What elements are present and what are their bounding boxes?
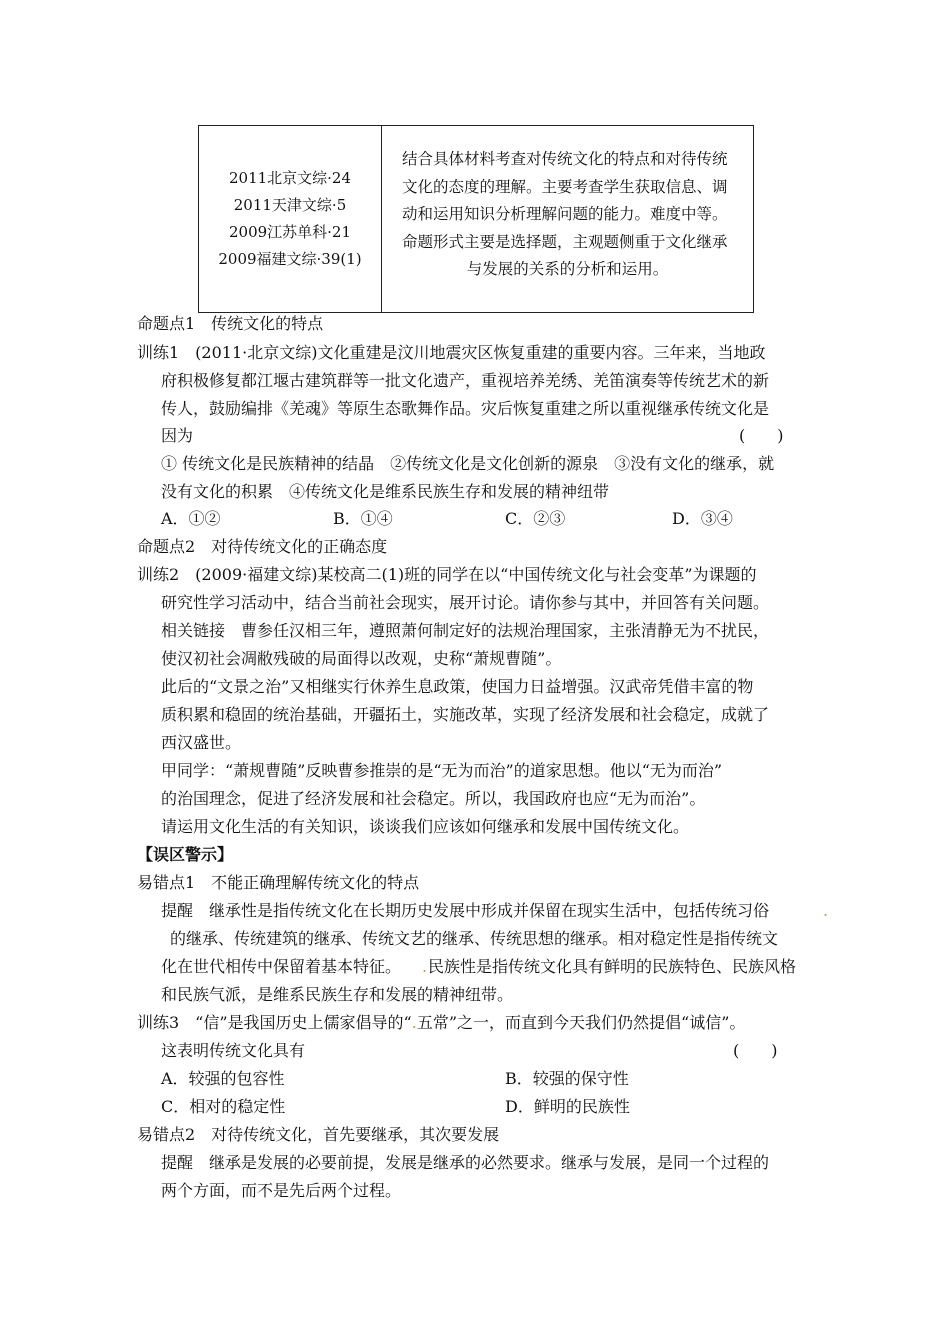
training3-text: 训练3 “信”是我国历史上儒家倡导的“: [137, 1013, 412, 1032]
analysis-line: 结合具体材料考查对传统文化的特点和对待传统: [402, 150, 728, 168]
training2-line: 请运用文化生活的有关知识，谈谈我们应该如何继承和发展中国传统文化。: [161, 817, 690, 836]
training2-line: 的治国理念，促进了经济发展和社会稳定。所以，我国政府也应“无为而治”。: [161, 789, 706, 808]
error-point1-line: 和民族气派，是维系民族生存和发展的精神纽带。: [161, 985, 514, 1004]
training1-statement: ① 传统文化是民族精神的结晶 ②传统文化是文化创新的源泉 ③没有文化的继承，就: [161, 454, 775, 473]
error-point1-line: 的继承、传统建筑的继承、传统文艺的继承、传统思想的继承。相对稳定性是指传统文: [170, 929, 779, 948]
option-b: B．①④: [333, 509, 393, 528]
stray-mark: .: [422, 957, 428, 976]
training2-line: 使汉初社会凋敝残破的局面得以改观，史称“萧规曹随”。: [161, 649, 562, 668]
exam-info-table: [198, 125, 754, 313]
analysis-line: 动和运用知识分析理解问题的能力。难度中等。: [402, 205, 728, 223]
exam-source: 2009江苏单科·21: [228, 223, 352, 241]
training2-line: 质积累和稳固的统治基础，开疆拓土，实施改革，实现了经济发展和社会稳定，成就了: [161, 705, 770, 724]
training2-line: 相关链接 曹参任汉相三年，遵照萧何制定好的法规治理国家，主张清静无为不扰民，: [161, 621, 770, 640]
exam-analysis-cell: [382, 126, 753, 312]
answer-paren: ( ): [739, 426, 784, 445]
exam-source: 2009福建文综·39(1): [218, 250, 362, 268]
analysis-line: 文化的态度的理解。主要考查学生获取信息、调: [402, 177, 728, 196]
training2-line: 西汉盛世。: [161, 733, 242, 752]
point1-title: 命题点1 传统文化的特点: [137, 314, 324, 333]
training2-line: 此后的“文景之治”又相继实行休养生息政策，使国力日益增强。汉武帝凭借丰富的物: [161, 677, 754, 696]
point2-title: 命题点2 对待传统文化的正确态度: [137, 537, 388, 556]
option-c: C．②③: [505, 509, 566, 528]
analysis-line: 命题形式主要是选择题，主观题侧重于文化继承: [402, 232, 728, 251]
training1-statement: 没有文化的积累 ④传统文化是维系民族生存和发展的精神纽带: [161, 482, 610, 501]
error-point2-title: 易错点2 对待传统文化，首先要继承，其次要发展: [137, 1125, 500, 1144]
exam-source: 2011北京文综·24: [228, 169, 352, 187]
exam-source: 2011天津文综·5: [233, 196, 347, 214]
option-d: D．鲜明的民族性: [505, 1097, 630, 1116]
stray-mark: .: [823, 901, 829, 920]
exam-sources-cell: [199, 126, 382, 312]
option-a: A．较强的包容性: [161, 1069, 285, 1088]
training1-line: 因为: [161, 426, 194, 445]
option-b: B．较强的保守性: [505, 1069, 629, 1088]
error-point2-line: 提醒 继承是发展的必要前提，发展是继承的必然要求。继承与发展，是同一个过程的: [161, 1153, 770, 1172]
error-point2-line: 两个方面，而不是先后两个过程。: [161, 1181, 402, 1200]
answer-paren: ( ): [733, 1041, 778, 1060]
analysis-line: 与发展的关系的分析和运用。: [466, 260, 669, 278]
stray-mark: .: [411, 1013, 417, 1032]
training3-line: 这表明传统文化具有: [161, 1041, 306, 1060]
training3-question: [137, 1011, 745, 1035]
training1-line: 传人，鼓励编排《羌魂》等原生态歌舞作品。灾后恢复重建之所以重视继承传统文化是: [161, 399, 770, 418]
error-point1-line: 民族性是指传统文化具有鲜明的民族特色、民族风格: [428, 957, 797, 976]
training3-text: 五常”之一，而直到今天我们仍然提倡“诚信”。: [416, 1013, 746, 1032]
training2-line: 研究性学习活动中，结合当前社会现实，展开讨论。请你参与其中，并回答有关问题。: [161, 593, 770, 612]
warning-heading: 【误区警示】: [137, 845, 234, 864]
error-point1-line: 提醒 继承性是指传统文化在长期历史发展中形成并保留在现实生活中，包括传统习俗: [161, 901, 770, 920]
training2-question: 训练2 (2009·福建文综)某校高二(1)班的同学在以“中国传统文化与社会变革”为课题的: [137, 565, 757, 584]
option-d: D．③④: [672, 509, 733, 528]
training2-line: 甲同学：“萧规曹随”反映曹参推崇的是“无为而治”的道家思想。他以“无为而治”: [161, 761, 723, 780]
option-c: C．相对的稳定性: [161, 1097, 286, 1116]
option-a: A．①②: [161, 509, 221, 528]
error-point1-title: 易错点1 不能正确理解传统文化的特点: [137, 873, 420, 892]
error-point1-line: 化在世代相传中保留着基本特征。: [161, 957, 402, 976]
training1-question: 训练1 (2011·北京文综)文化重建是汶川地震灾区恢复重建的重要内容。三年来，当地政: [137, 343, 766, 362]
training1-line: 府积极修复都江堰古建筑群等一批文化遗产，重视培养羌绣、羌笛演奏等传统艺术的新: [161, 371, 770, 390]
